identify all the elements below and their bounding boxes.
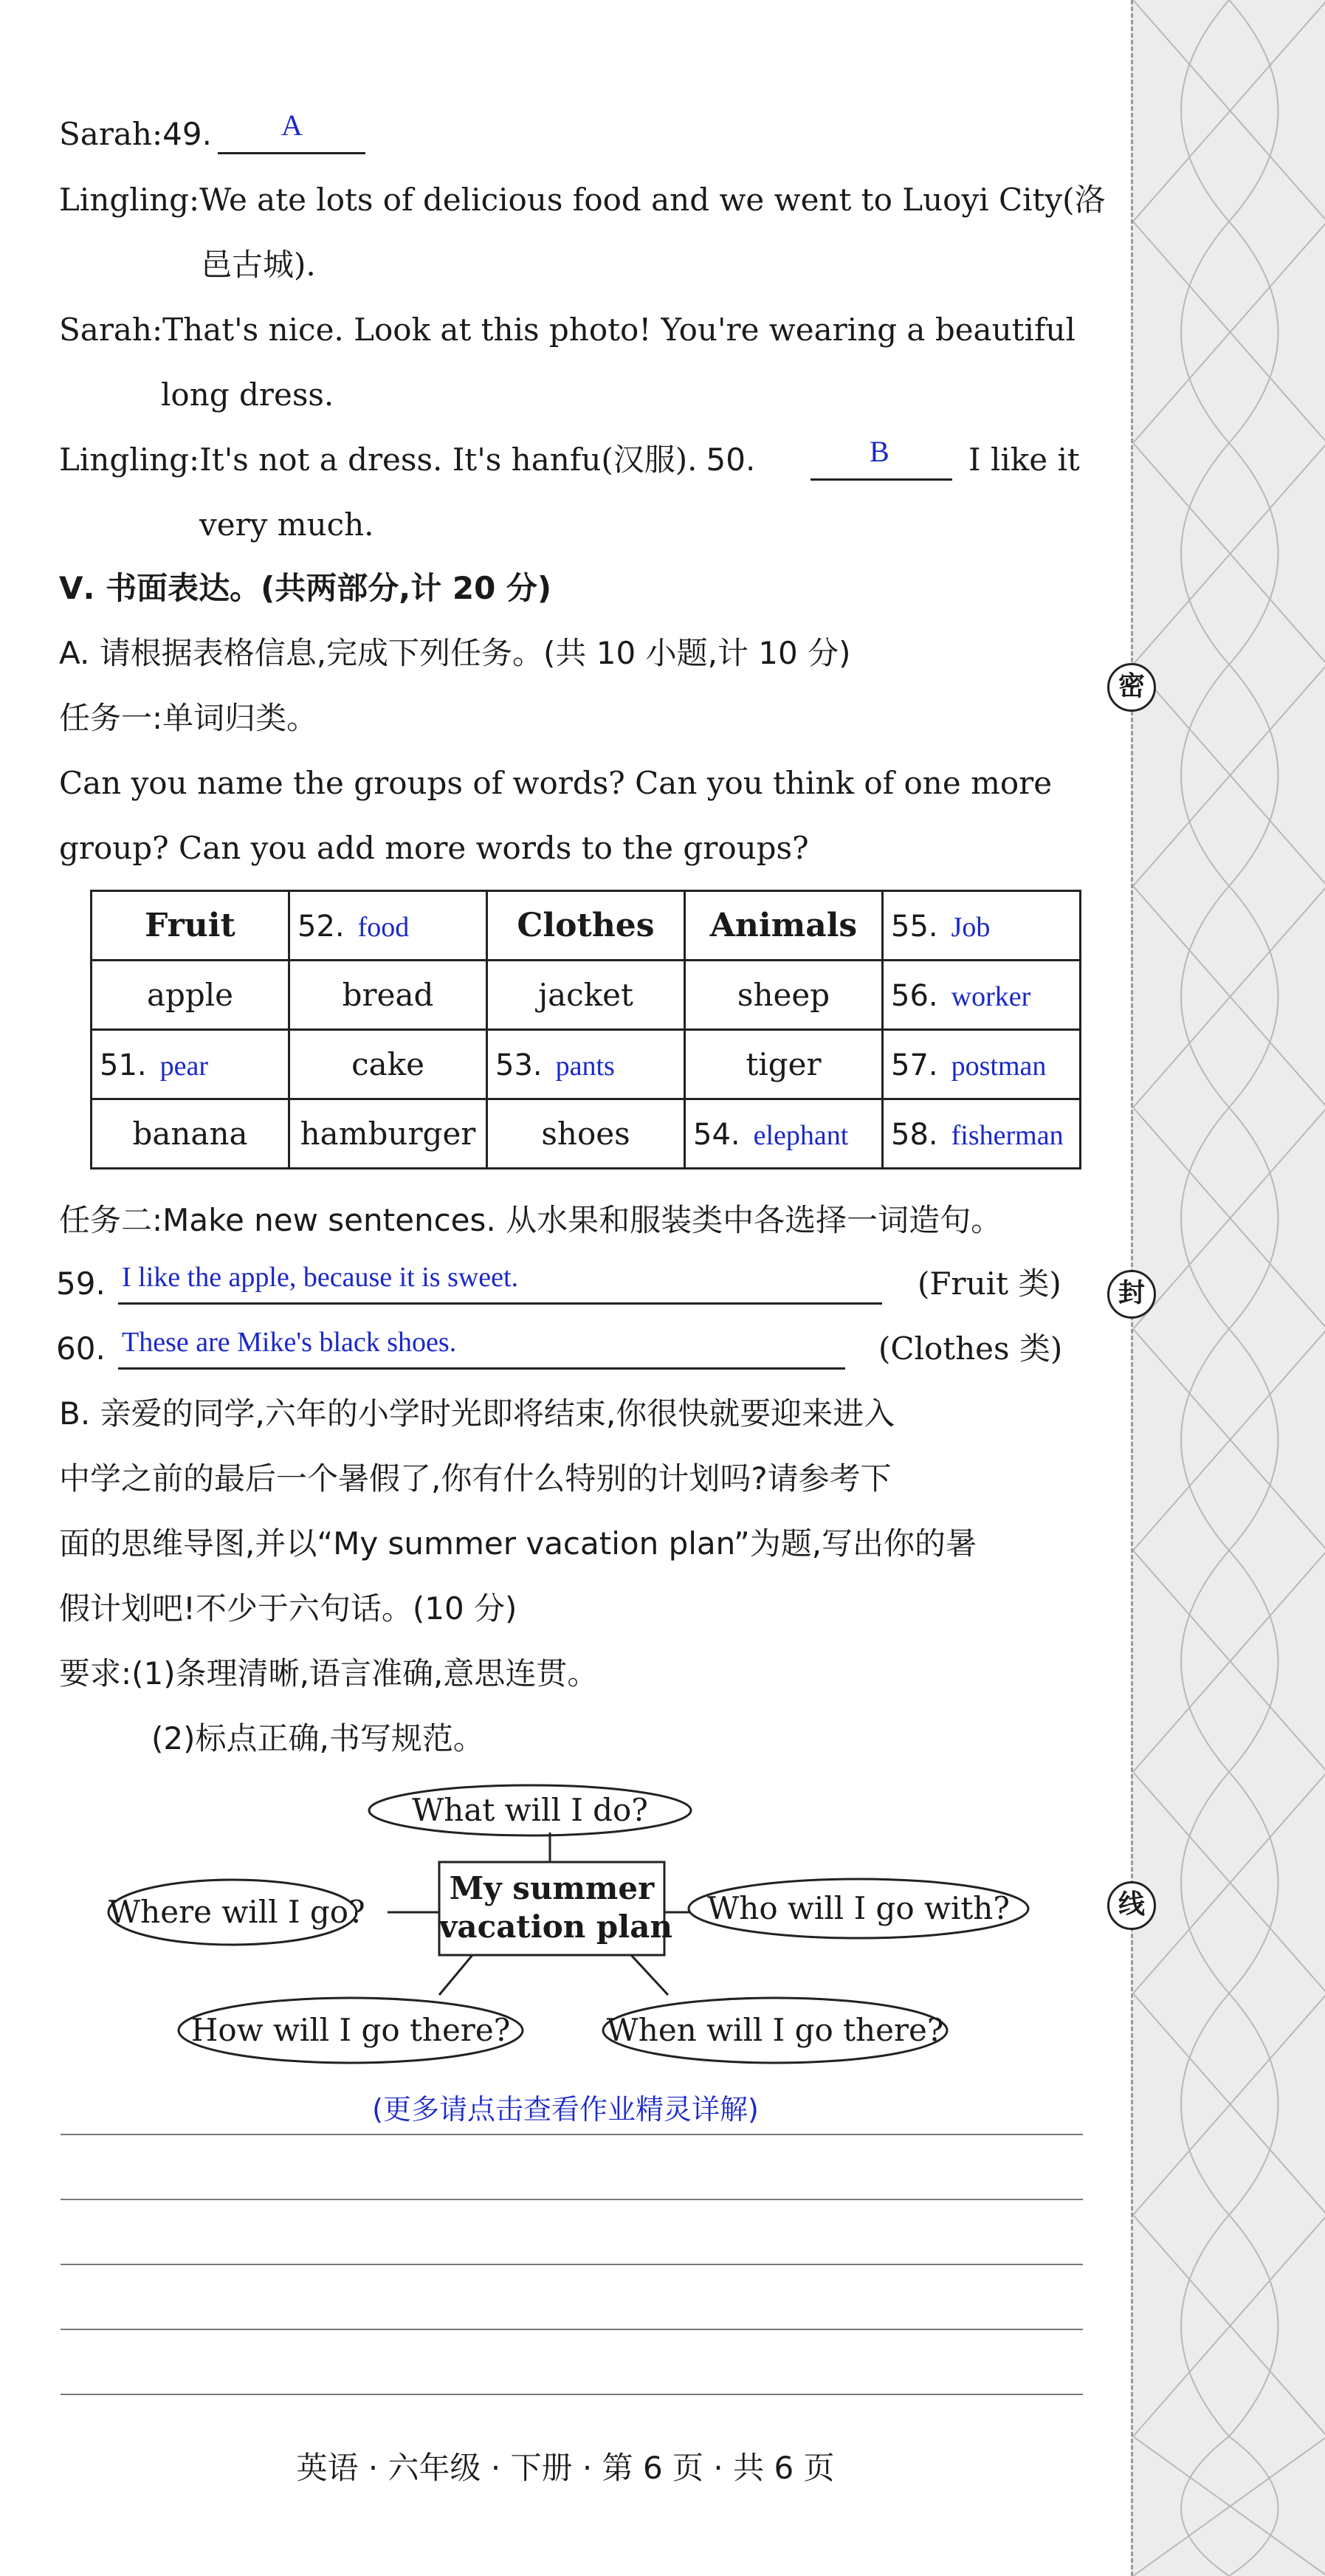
dialogue-continuation: very much. <box>199 506 374 543</box>
question-number: 55. <box>891 910 938 944</box>
dialogue-text: It's not a dress. It's hanfu(汉服). <box>199 442 698 478</box>
question-number: 53. <box>495 1048 543 1082</box>
handwritten-answer: elephant <box>753 1120 849 1151</box>
speaker-lingling: Lingling: <box>59 442 200 478</box>
table-cell: Clothes <box>487 891 685 961</box>
speaker-lingling: Lingling: <box>59 182 200 218</box>
question-number: 50. <box>706 442 756 478</box>
category-tag: (Clothes 类) <box>878 1330 1063 1367</box>
part-b-text: 假计划吧!不少于六句话。(10 分) <box>59 1590 517 1627</box>
page-footer: 英语 · 六年级 · 下册 · 第 6 页 · 共 6 页 <box>296 2450 835 2486</box>
handwritten-answer: food <box>357 912 410 943</box>
mind-map-right: Who will I go with? <box>707 1890 1010 1926</box>
writing-line[interactable] <box>61 2329 1083 2330</box>
handwritten-answer: pear <box>159 1051 209 1082</box>
answer-59: I like the apple, because it is sweet. <box>122 1262 519 1293</box>
mind-map-top: What will I do? <box>412 1792 648 1828</box>
mind-map-bottom-left: How will I go there? <box>190 2012 511 2048</box>
table-cell: bread <box>289 961 487 1030</box>
answer-49: A <box>281 109 303 142</box>
handwritten-answer: pants <box>555 1051 615 1082</box>
table-cell: apple <box>92 961 289 1030</box>
mind-map-center-line: vacation plan <box>439 1909 673 1945</box>
mind-map-left: Where will I go? <box>109 1894 365 1930</box>
question-number: 59. <box>56 1265 106 1302</box>
part-a-instructions: A. 请根据表格信息,完成下列任务。(共 10 小题,计 10 分) <box>59 635 851 671</box>
details-link[interactable]: (更多请点击查看作业精灵详解) <box>372 2093 759 2126</box>
question-number: 54. <box>693 1118 740 1152</box>
writing-line[interactable] <box>61 2134 1083 2135</box>
answer-50: B <box>870 435 889 468</box>
dialogue-continuation: 邑古城). <box>201 247 316 283</box>
requirement-2: (2)标点正确,书写规范。 <box>151 1720 484 1756</box>
speaker-sarah: Sarah: <box>59 116 163 152</box>
answer-60: These are Mike's black shoes. <box>122 1327 457 1358</box>
binding-margin <box>1131 0 1325 2576</box>
table-cell: banana <box>92 1099 289 1169</box>
task1-text: group? Can you add more words to the groups? <box>59 830 809 866</box>
question-number: 51. <box>100 1048 147 1082</box>
guilloche-pattern <box>1133 0 1325 2576</box>
table-cell: tiger <box>685 1030 883 1099</box>
mind-map-center <box>439 1869 673 1946</box>
mind-map-bottom-right: When will I go there? <box>606 2012 944 2048</box>
writing-line[interactable] <box>61 2199 1083 2200</box>
seal-xian: 线 <box>1107 1881 1156 1930</box>
dialogue-continuation: long dress. <box>161 377 334 413</box>
seal-mi: 密 <box>1107 663 1156 712</box>
table-cell: Fruit <box>92 891 289 961</box>
writing-line[interactable] <box>61 2264 1083 2265</box>
mind-map-center-line: My summer <box>449 1870 655 1906</box>
table-cell: hamburger <box>289 1099 487 1169</box>
question-number: 56. <box>891 979 938 1013</box>
dialogue-text: That's nice. Look at this photo! You're wearing a beautiful <box>162 312 1076 348</box>
question-number: 58. <box>891 1118 938 1152</box>
dialogue-text: We ate lots of delicious food and we went to Luoyi City(洛 <box>199 182 1106 218</box>
table-cell: shoes <box>487 1099 685 1169</box>
table-cell: sheep <box>685 961 883 1030</box>
table-cell: cake <box>289 1030 487 1099</box>
table-cell: Animals <box>685 891 883 961</box>
question-number: 60. <box>56 1330 106 1367</box>
speaker-sarah: Sarah: <box>59 312 163 348</box>
handwritten-answer: Job <box>951 912 991 943</box>
handwritten-answer: worker <box>951 981 1031 1012</box>
question-number: 57. <box>891 1048 938 1082</box>
dialogue-tail: I like it <box>968 442 1080 478</box>
part-b-text: 面的思维导图,并以“My summer vacation plan”为题,写出你的暑 <box>59 1525 977 1562</box>
question-number: 52. <box>297 910 345 944</box>
task1-title: 任务一:单词归类。 <box>59 700 318 736</box>
table-cell: jacket <box>487 961 685 1030</box>
handwritten-answer: fisherman <box>951 1120 1064 1151</box>
requirement-1: 要求:(1)条理清晰,语言准确,意思连贯。 <box>59 1655 599 1691</box>
task2-intro: 任务二:Make new sentences. 从水果和服装类中各选择一词造句。 <box>59 1202 1002 1238</box>
seal-feng: 封 <box>1107 1270 1156 1319</box>
part-b-text: B. 亲爱的同学,六年的小学时光即将结束,你很快就要迎来进入 <box>59 1395 895 1432</box>
question-number: 49. <box>162 116 212 152</box>
section-heading: Ⅴ. 书面表达。(共两部分,计 20 分) <box>59 570 552 606</box>
category-tag: (Fruit 类) <box>918 1265 1061 1302</box>
task1-text: Can you name the groups of words? Can you think of one more <box>59 765 1053 801</box>
handwritten-answer: postman <box>951 1051 1047 1082</box>
writing-line[interactable] <box>61 2394 1083 2395</box>
part-b-text: 中学之前的最后一个暑假了,你有什么特别的计划吗?请参考下 <box>59 1460 892 1497</box>
